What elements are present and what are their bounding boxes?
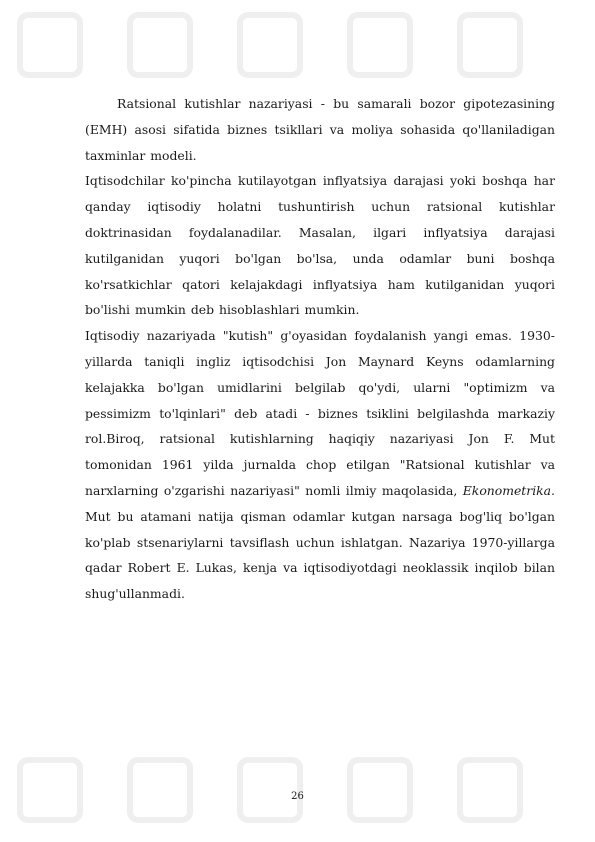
paragraph-2 <box>85 168 555 323</box>
paragraph-1-text: Ratsional kutishlar nazariyasi - bu samarali bozor gipotezasining (EMH) asosi sifatida biznes tsikllari va moliya sohasida qo'llaniladigan taxminlar modeli. <box>85 96 555 163</box>
paragraph-3-text-before: Iqtisodiy nazariyada "kutish" g'oyasidan foydalanish yangi emas. 1930-yillarda taniqli ingliz iqtisodchisi Jon Maynard Keyns odamlarning kelajakka bo'lgan umidlarini belgilab qo'ydi, ularni "optimizm va pessimizm to'lqinlari" deb atadi - biznes tsiklini belgilashda markaziy rol.Biroq, ratsional kutishlarning haqiqiy nazariyasi Jon F. Mut tomonidan 1961 yilda jurnalda chop etilgan "Ratsional kutishlar va narxlarning o'zgarishi nazariyasi" nomli ilmiy maqolasida, <box>85 328 555 498</box>
paragraph-3 <box>85 323 555 607</box>
document-body <box>85 91 555 607</box>
paragraph-3-text-after: Mut bu atamani natija qisman odamlar kutgan narsaga bog'liq bo'lgan ko'plab stsenariylarni tavsiflash uchun ishlatgan. Nazariya 1970-yillarga qadar Robert E. Lukas, kenja va iqtisodiyotdagi neoklassik inqilob bilan shug'ullanmadi. <box>85 508 555 602</box>
journal-title: Ekonometrika. <box>462 482 555 498</box>
paragraph-2-text: Iqtisodchilar ko'pincha kutilayotgan inflyatsiya darajasi yoki boshqa har qanday iqtisodiy holatni tushuntirish uchun ratsional kutishlar doktrinasidan foydalanadilar. Masalan, ilgari inflyatsiya darajasi kutilganidan yuqori bo'lgan bo'lsa, unda odamlar buni boshqa ko'rsatkichlar qatori kelajakdagi inflyatsiya ham kutilganidan yuqori bo'lishi mumkin deb hisoblashlari mumkin. <box>85 173 555 318</box>
page-number: 26 <box>291 791 304 802</box>
paragraph-1 <box>85 91 555 168</box>
